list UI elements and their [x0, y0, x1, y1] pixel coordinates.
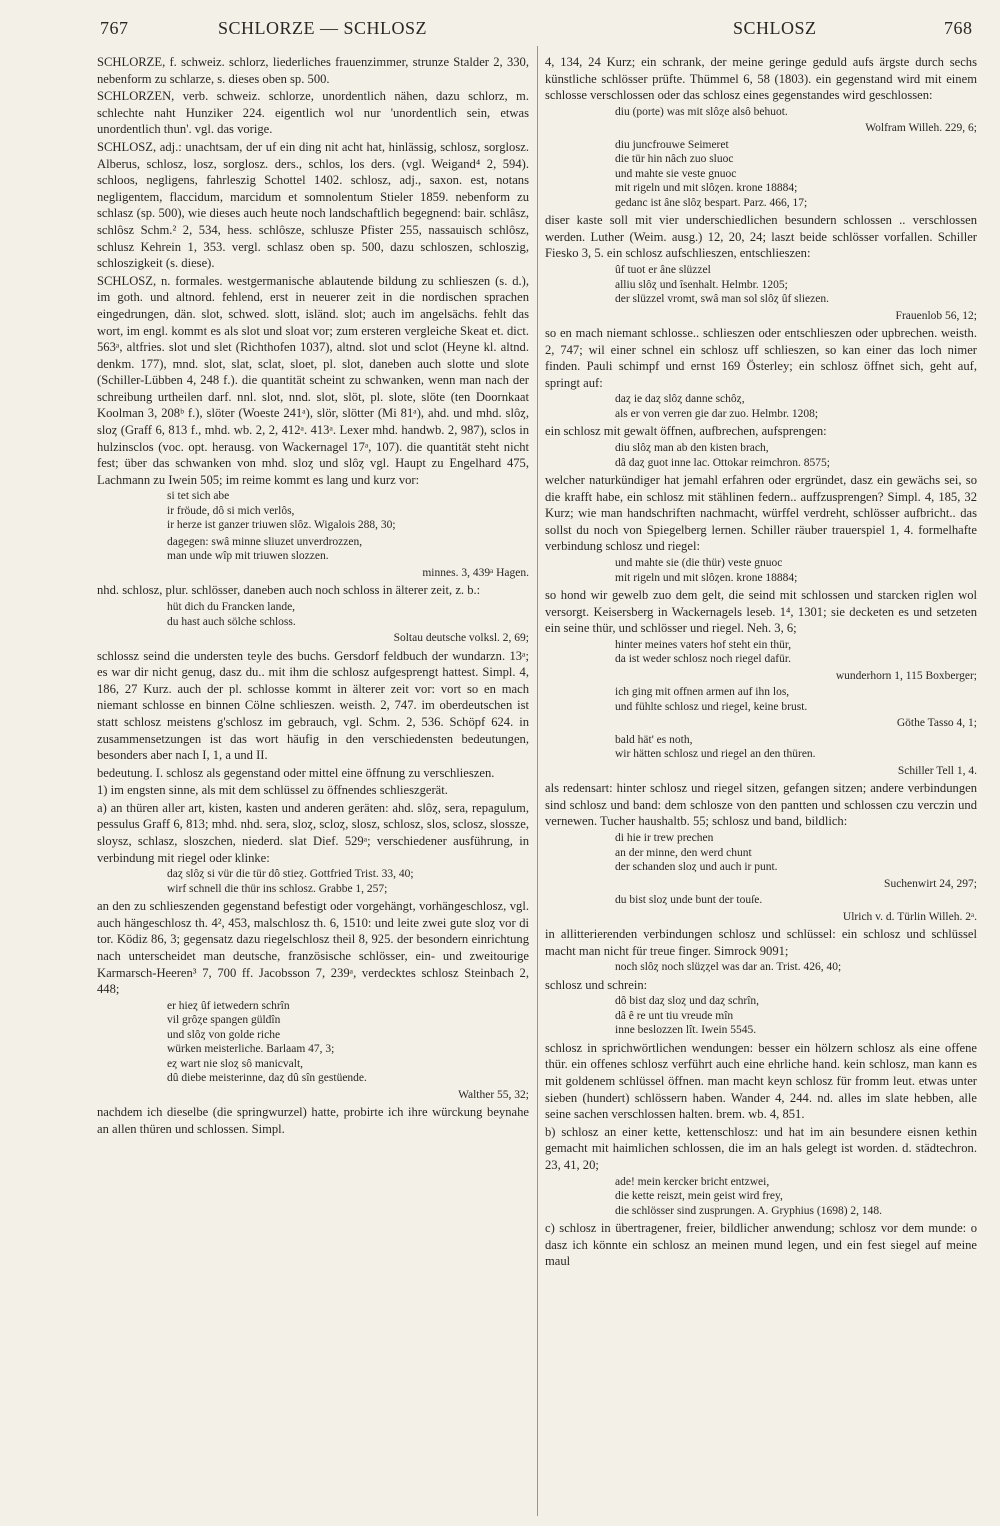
paragraph: so hond wir gewelb zuo dem gelt, die seind mit schlossen und starcken riglen wol versorgt. Keisersberg in Wackernagels leseb. 1⁴, 1301; sie decketen es und setzeten ein seine thür, und schlösser und riegel. Neh. 3, 6; [545, 588, 977, 636]
verse-line: als er von verren gie dar zuo. Helmbr. 1208; [615, 407, 819, 420]
citation-source: Göthe Tasso 4, 1; [896, 717, 977, 730]
verse-quotation [545, 441, 977, 470]
column-divider [537, 46, 538, 1516]
verse-line: noch slôȥ noch slüȥȥel was dar an. Trist. 426, 40; [615, 961, 842, 974]
verse-quotation [545, 685, 977, 714]
verse-line: gedanc ist âne slôȥ bespart. Parz. 466, 17; [615, 196, 808, 209]
verse-line: an der minne, den werd chunt [615, 846, 752, 859]
paragraph: b) schlosz an einer kette, kettenschlosz: und hat im ain besundere eisnen kethin gemacht mit haimlichen schlossen, die im an hals gelegt ist worden. d. städtechron. 23, 41, 20; [545, 1124, 977, 1172]
verse-line: der slüzzel vromt, swâ man sol slôȥ ûf sliezen. [615, 293, 829, 306]
citation-source: Frauenlob 56, 12; [895, 309, 977, 322]
verse-quotation [545, 638, 977, 667]
verse-quotation [545, 1175, 977, 1219]
citation-source: Walther 55, 32; [458, 1088, 529, 1101]
paragraph: SCHLOSZ, n. formales. westgermanische ablautende bildung zu schlieszen (s. d.), im goth. und altnord. fehlend, erst in neuerer zeit in die nordischen sprachen eingedrungen, dän. slot, schwed. slott, isländ. slot; auch im angelsächs. fehlt das wort, im engl. kommt es als slot und sloat vor; zum ersteren vergleiche Skeat et. dict. 563ᵃ, altfries. slot und slet (Richthofen 1037), altnd. slot und sclot (Heyne kl. altnd. denkm. 177), mnd. slot, slat, sclat, sloet, pl. slot, daneben auch slotte und slote (Schiller-Lübben 4, 248 f.). die quantität scheint zu schwanken, wenn man nach der schreibung urtheilen darf. nnl. slot, nnd. slot, slöt, pl. slote, slöte (ten Doornkaat Koolman 3, 208ᵇ f.), slöter (Woeste 241ᵃ), slör, slötter (Mi 81ᵃ), ahd. und mhd. slôȥ, sloȥ (Graff 6, 813 f., mhd. wb. 2, 2, 412ᵃ. 413ᵃ. Lexer mhd. handwb. 2, 987), sclos in hulzinsclos (voc. opt. herausg. von Wackernagel 17ᵃ, 107). die quantität steht nicht fest; über das schwanken von mhd. sloȥ und slôȥ vgl. Haupt zu Engelhard 475, Lachmann zu Iwein 505; im reime kommt es lang und kurz vor: [97, 273, 529, 487]
paragraph: bedeutung. I. schlosz als gegenstand oder mittel eine öffnung zu verschlieszen. [97, 765, 495, 780]
verse-line: wirf schnell die thür ins schlosz. Grabbe 1, 257; [167, 882, 388, 895]
citation-source: Wolfram Willeh. 229, 6; [865, 122, 977, 135]
verse-quotation [97, 999, 529, 1086]
verse-quotation [545, 105, 977, 120]
verse-line: diu slôȥ man ab den kisten brach, [615, 442, 769, 455]
verse-line: bald hät' es noth, [615, 733, 693, 746]
paragraph: 1) im engsten sinne, als mit dem schlüssel zu öffnendes schlieszgerät. [97, 783, 448, 798]
paragraph: in allitterierenden verbindungen schlosz und schlüssel: ein schlosz und schlüssel macht man nicht für treue finger. Simrock 9091; [545, 927, 977, 958]
verse-quotation [545, 138, 977, 211]
paragraph: SCHLORZE, f. schweiz. schlorz, liederliches frauenzimmer, strunze Stalder 2, 330, nebenform zu schlarze, s. dieses oben sp. 500. [97, 55, 529, 86]
verse-line: dû diebe meisterinne, daȥ dû sîn gestüende. [167, 1072, 367, 1085]
verse-quotation [545, 263, 977, 307]
verse-quotation [97, 535, 529, 564]
verse-line: hüt dich du Francken lande, [167, 601, 296, 614]
verse-line: dô bist daȥ sloȥ und daȥ schrîn, [615, 995, 760, 1008]
paragraph: 4, 134, 24 Kurz; ein schrank, der meine geringe geduld aufs ärgste durch sechs künstliche schlösser prüfte. Thümmel 6, 58 (1803). ein gegenstand wird mit einem schlosse verschlossen oder das schlosz eines gegenstandes wird geschlossen: [545, 55, 977, 103]
verse-line: mit rigeln und mit slôȥen. krone 18884; [615, 182, 798, 195]
right-running-title: SCHLOSZ [733, 18, 817, 38]
paragraph: schlosz in sprichwörtlichen wendungen: besser ein hölzern schlosz als eine offene thür. ein offenes schlosz verführt auch eine ehrliche hand. kein schlosz, man kann es mit goldenem schlüssel öffnen. man macht keyn schlosz für fromm leut. etwas unter sieben (hundert) schlössern haben. Wander 4, 244. nd. alles im slate hebben, alle seine sachen verschlossen halten. brem. wb. 4, 851. [545, 1040, 977, 1122]
verse-quotation [545, 733, 977, 762]
citation-source: Ulrich v. d. Türlin Willeh. 2ᵃ. [842, 910, 977, 923]
verse-line: und fühlte schlosz und riegel, keine brust. [615, 700, 808, 713]
paragraph: so en mach niemant schlosse.. schlieszen oder entschlieszen oder upbrechen. weisth. 2, 747; wil einer schnel ein schlosz uff schlieszen, so kan einer das loch nimer finden. Pauli schimpf und ernst 169 Österley; ein schlosz öffnet sich, geht auf, springt auf: [545, 326, 977, 390]
paragraph: a) an thüren aller art, kisten, kasten und anderen geräten: ahd. slôȥ, sera, repagulum, pessulus Graff 6, 813; mhd. nhd. sera, sloȥ, scloȥ, slosz, schlosz, slos, sclosz, slossze, sloysz, schlasz, sloszchen, niederd. slat Dief. 529ᵃ; verschiedener ausführung, in verbindung mit riegel oder klinke: [97, 800, 529, 865]
verse-line: der schanden sloȥ und auch ir punt. [615, 861, 778, 874]
verse-line: du bist sloȥ unde bunt der touſe. [615, 894, 763, 907]
paragraph: diser kaste soll mit vier underschiedlichen besundern schlossen .. verschlossen werden. Luther (Weim. ausg.) 12, 20, 24; laszt beide schlösser vorfallen. Schiller Fiesko 3, 5. ein schlosz aufschlieszen, entschlieszen: [545, 213, 977, 261]
paragraph: SCHLOSZ, adj.: unachtsam, der uf ein ding nit acht hat, hinlässig, schlosz, sorglosz. Alberus, schlosz, losz, sorglosz. ders., schlos, los ders. (vgl. Weigand⁴ 2, 594). schloos, negligens, fahrleszig Schottel 1402. schlosz, adj., saxon. est, notans negligentem, flaccidum, marcidum et somnolentum Stieler 1859. nebenform zu schlasz (sp. 500), wie dieses auch heute noch landschaftlich begegnend: bair. schlâsz, schlôsz Schm.² 2, 534, hess. schlôsze, schlusze Pfister 255, nassauisch schlôsz, schlusz Kehrein 1, 353. vergl. schlasz oben sp. 500, dazu schloszen, schloszig, schloszigkeit (s. diese). [97, 139, 529, 271]
verse-quotation [545, 831, 977, 875]
verse-line: die tür hin nâch zuo sluoc [615, 153, 734, 166]
right-page-number: 768 [944, 18, 973, 38]
verse-line: eȥ wart nie sloȥ sô manicvalt, [167, 1057, 304, 1070]
verse-line: dâ ê re unt tiu vreude mîn [615, 1009, 734, 1022]
paragraph: nhd. schlosz, plur. schlösser, daneben auch noch schloss in älterer zeit, z. b.: [97, 583, 481, 598]
verse-line: wir hätten schlosz und riegel an den thüren. [615, 748, 816, 761]
verse-line: da ist weder schlosz noch riegel dafür. [615, 653, 791, 666]
verse-line: du hast auch sölche schloss. [167, 615, 296, 628]
paragraph: ein schlosz mit gewalt öffnen, aufbrechen, aufsprengen: [545, 424, 827, 439]
left-page-number: 767 [100, 18, 129, 38]
verse-quotation [545, 893, 977, 908]
paragraph: schlossz seind die understen teyle des buchs. Gersdorf feldbuch der wundarzn. 13ᵃ; es war dir nicht genug, dasz du.. mit ihm die schlosz aufgesprengt hattest. Simpl. 4, 186, 27 Kurz. auch der pl. schlosse kommt in älterer zeit vor: vort so en mach niemant schlosse en binnen Cölne schlieszen. weisth. 2, 747. im oberdeutschen ist statt schlosz meistens g'schlosz im gebrauch, vgl. Schm. 2, 536. Schöpf 624. in zusammensetzungen ist das wort häufig in den verschiedensten bedeutungen, besonders aber nach I, 1, a und II. [97, 648, 529, 763]
paragraph: welcher naturkündiger hat jemahl erfahren oder ergründet, dasz ein gewächs sei, so die krafft habe, ein schlosz mit stählinen federn.. auffzusprengen? Simpl. 4, 185, 32 Kurz; wie man handschriften nachmacht, würffel verdreht, schlösser aufbricht.. das sollst du noch von Spiegelberg lernen. Schiller räuber trauerspiel 1, 4. formelhafte verbindung schlosz und riegel: [545, 473, 977, 554]
verse-quotation [97, 489, 529, 533]
verse-line: ir herze ist ganzer triuwen slôz. Wigalois 288, 30; [167, 519, 396, 532]
paragraph: an den zu schlieszenden gegenstand befestigt oder vorgehängt, vorhängeschlosz, vgl. auch hängeschlosz th. 4², 453, malschlosz th. 6, 1510: und leite zwei gute sloȥ vor di tor. Ködiz 86, 3; gegensatz dazu riegelschlosz theil 8, 925. der besondern einrichtung nach unterscheidet man deutsche, französische schlösser, ein- und zweitourige Karmarsch-Heeren³ 7, 700 ff. Jacobsson 7, 239ᵃ, verdecktes schlosz Steinbach 2, 448; [97, 899, 529, 997]
verse-line: daȥ slôȥ si vür die tür dô stieȥ. Gottfried Trist. 33, 40; [167, 868, 414, 881]
paragraph: als redensart: hinter schlosz und riegel sitzen, gefangen sitzen; andere verbindungen sind schlosz und band: dem schlosze von den pantten und schlossen czu verczin und vernewen. Tucher haushaltb. 55; schlosz und band, bildlich: [545, 781, 977, 829]
citation-source: Soltau deutsche volksl. 2, 69; [393, 632, 529, 645]
verse-line: ich ging mit offnen armen auf ihn los, [615, 686, 790, 699]
paragraph: SCHLORZEN, verb. schweiz. schlorze, unordentlich nähen, dazu schlorz, m. schlechte naht Hunziker 224. eigentlich wol nur 'unordentlich sein, etwas unordentlich thun'. vgl. das vorige. [97, 89, 529, 137]
paragraph: schlosz und schrein: [545, 977, 648, 992]
verse-line: und mahte sie veste gnuoc [615, 167, 737, 180]
verse-line: di hie ir trew prechen [615, 832, 714, 845]
verse-line: dâ daȥ guot inne lac. Ottokar reimchron. 8575; [615, 456, 830, 469]
citation-source: Schiller Tell 1, 4. [897, 764, 977, 777]
verse-line: diu (porte) was mit slôȥe alsô behuot. [615, 105, 788, 118]
paragraph: c) schlosz in übertragener, freier, bildlicher anwendung; schlosz vor dem munde: o dasz ich könnte ein schlosz an meinen mund legen, und ein fest siegel auf meine maul [545, 1221, 977, 1269]
citation-source: wunderhorn 1, 115 Boxberger; [835, 669, 977, 682]
verse-line: er hieȥ ûf ietwedern schrîn [167, 999, 290, 1012]
verse-line: und mahte sie (die thür) veste gnuoc [615, 557, 783, 569]
verse-line: und slôȥ von golde riche [167, 1028, 281, 1041]
verse-quotation [97, 867, 529, 896]
verse-line: würken meisterliche. Barlaam 47, 3; [167, 1043, 335, 1056]
citation-source: Suchenwirt 24, 297; [884, 877, 977, 890]
paragraph: nachdem ich dieselbe (die springwurzel) hatte, probirte ich ihre würckung beynahe an allen thüren und schlossen. Simpl. [97, 1105, 529, 1136]
verse-line: ade! mein kercker bricht entzwei, [615, 1175, 770, 1188]
verse-line: inne beslozzen lît. Iwein 5545. [615, 1024, 757, 1037]
verse-line: man unde wîp mit triuwen slozzen. [167, 550, 329, 563]
verse-line: diu juncfrouwe Seimeret [615, 138, 729, 151]
citation-source: minnes. 3, 439ᵃ Hagen. [422, 566, 529, 579]
verse-line: hinter meines vaters hof steht ein thür, [615, 638, 792, 651]
verse-quotation [97, 600, 529, 629]
verse-line: ûf tuot er âne slüzzel [615, 264, 711, 277]
verse-line: mit rigeln und mit slôȥen. krone 18884; [615, 571, 798, 584]
verse-line: ir fröude, dô si mich verlôs, [167, 504, 295, 517]
verse-line: die kette reiszt, mein geist wird frey, [615, 1190, 783, 1203]
verse-line: si tet sich abe [167, 490, 230, 503]
verse-quotation [545, 994, 977, 1038]
verse-line: alliu slôȥ und îsenhalt. Helmbr. 1205; [615, 278, 788, 291]
verse-line: daȥ ie daȥ slôȥ danne schôȥ, [615, 393, 745, 406]
verse-line: vil grôȥe spangen güldîn [167, 1014, 281, 1027]
verse-quotation [545, 960, 977, 975]
verse-line: dagegen: swâ minne sliuzet unverdrozzen, [167, 535, 363, 548]
left-running-title: SCHLORZE — SCHLOSZ [218, 18, 428, 38]
verse-line: die schlösser sind zusprungen. A. Gryphius (1698) 2, 148. [615, 1204, 883, 1217]
verse-quotation [545, 392, 977, 421]
verse-quotation [545, 556, 977, 585]
left-column [97, 54, 529, 1139]
right-column [545, 54, 977, 1271]
